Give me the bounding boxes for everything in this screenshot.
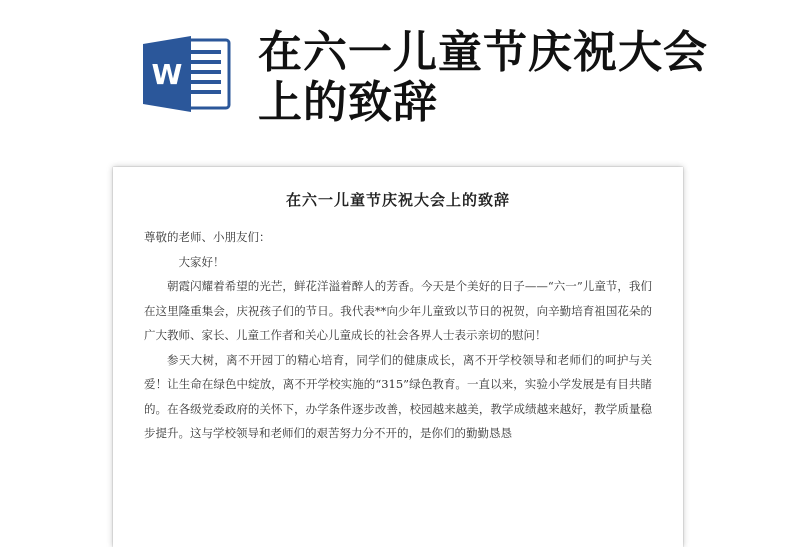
word-document-icon [141,34,233,114]
document-heading: 在六一儿童节庆祝大会上的致辞 [258,27,708,128]
paragraph-1: 朝霞闪耀着希望的光芒，鲜花洋溢着醉人的芳香。今天是个美好的日子——“六一”儿童节，我们在这里隆重集会，庆祝孩子们的节日。我代表**向少年儿童致以节日的祝贺，向辛勤培育祖国花朵的广大教师、家长、儿童工作者和关心儿童成长的社会各界人士表示亲切的慰问！ [144,279,652,342]
greeting: 大家好！ [178,254,225,269]
document-title: 在六一儿童节庆祝大会上的致辞 [285,191,510,209]
document-page-preview [113,167,683,547]
header [0,0,800,160]
paragraph-2: 参天大树，离不开园丁的精心培育，同学们的健康成长，离不开学校领导和老师们的呵护与关爱！让生命在绿色中绽放，离不开学校实施的“315”绿色教育。一直以来，实验小学发展是有目共睹的。在各级党委政府的关怀下，办学条件逐步改善，校园越来越美，教学成绩越来越好，教学质量稳步提升。这与学校领导和老师们的艰苦努力分不开的，是你们的勤勤恳恳 [144,352,652,440]
document-body [144,225,652,446]
salutation: 尊敬的老师、小朋友们： [144,230,271,244]
word-icon-letter: W [151,58,183,91]
